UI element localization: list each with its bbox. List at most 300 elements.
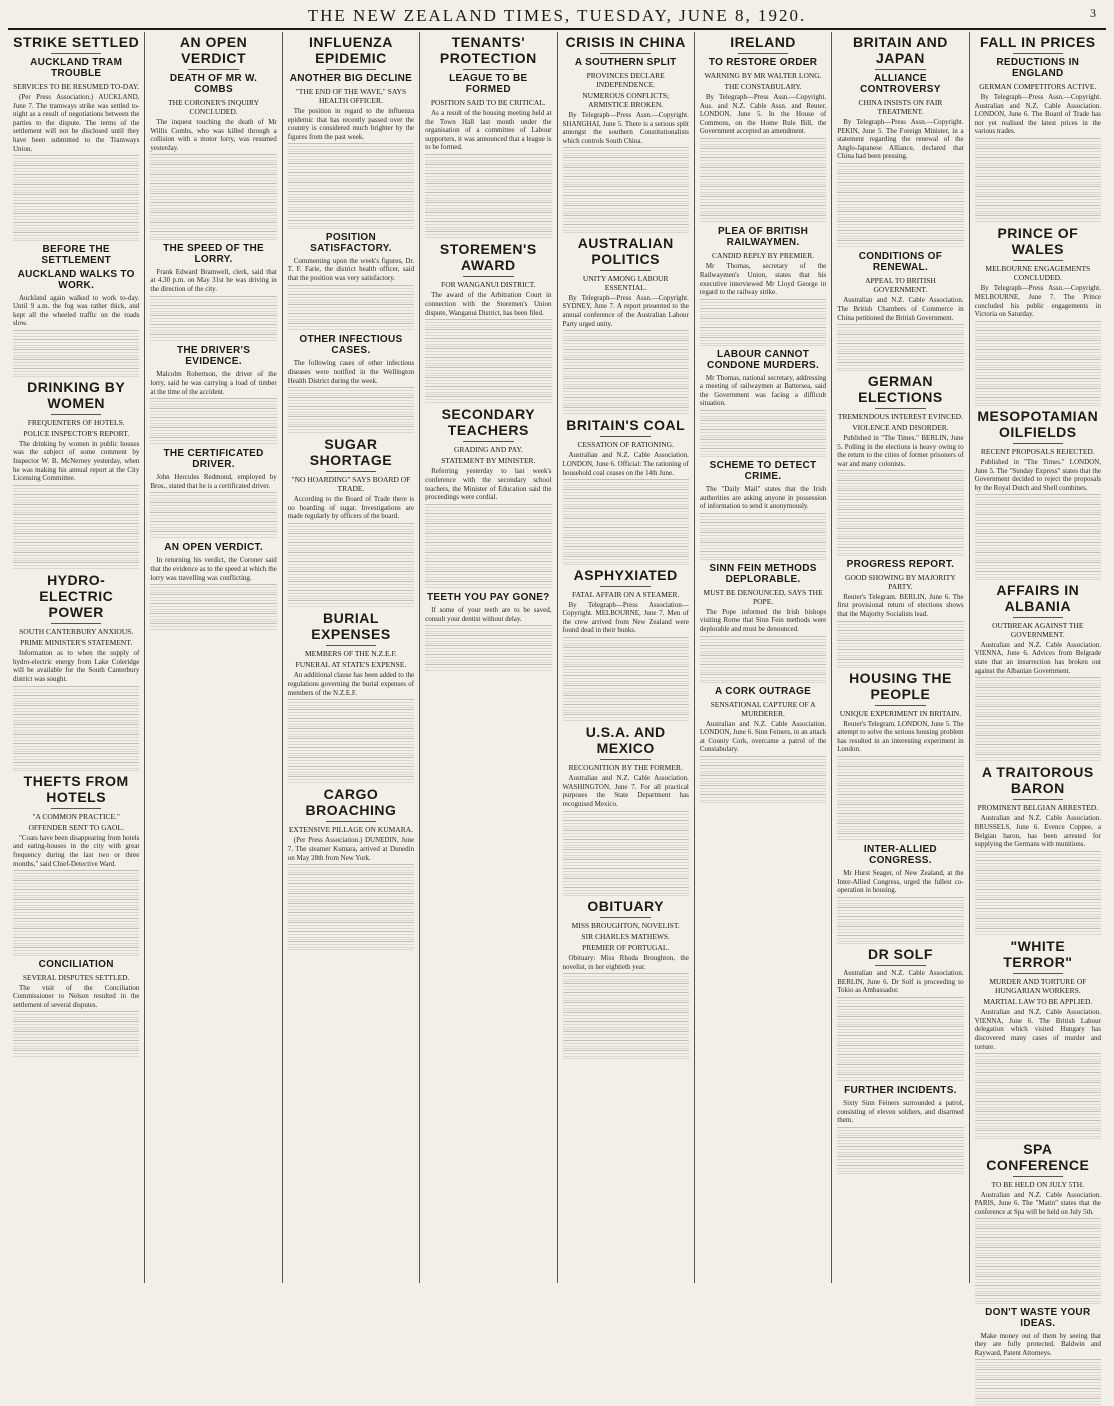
body-text-lines	[13, 368, 139, 377]
article-subhead: REDUCTIONS IN ENGLAND	[996, 57, 1080, 79]
body-text-lines	[150, 584, 276, 593]
body-text-lines	[975, 725, 1101, 734]
article-deck: GERMAN COMPETITORS ACTIVE.	[979, 82, 1097, 91]
body-text-lines	[150, 231, 276, 240]
body-text-lines	[975, 349, 1101, 358]
body-text-lines	[837, 221, 963, 230]
article-paragraph: The following cases of other infectious diseases were notified in the Wellington Health District during the week.	[287, 359, 415, 385]
divider	[875, 965, 926, 966]
body-text-lines	[837, 1137, 963, 1146]
body-text-lines	[288, 182, 414, 191]
body-text-lines	[975, 1130, 1101, 1139]
body-text-lines	[837, 538, 963, 547]
body-text-lines	[425, 396, 551, 405]
body-text-lines	[837, 509, 963, 518]
article-deck: CHINA INSISTS ON FAIR TREATMENT.	[858, 98, 943, 116]
body-text-lines	[837, 547, 963, 556]
body-text-lines	[975, 716, 1101, 725]
article-paragraph: (Per Press Association.) DUNEDIN, June 7. The steamer Kumara, arrived at Dunedin on May 28th from New York.	[287, 836, 415, 862]
body-text-lines	[975, 1092, 1101, 1101]
article-paragraph: Australian and N.Z. Cable Association. WASHINGTON, June 7. For all practical purposes the State Department has recognised Mexico.	[562, 774, 689, 809]
column-4	[420, 32, 557, 1283]
body-text-lines	[288, 590, 414, 599]
body-text-lines	[975, 388, 1101, 397]
divider	[1013, 53, 1064, 54]
body-text-lines	[563, 349, 689, 358]
article-subhead: THE SPEED OF THE LORRY.	[163, 242, 265, 265]
body-text-lines	[563, 1012, 689, 1021]
body-text-lines	[975, 899, 1101, 908]
divider	[875, 408, 926, 409]
body-text-lines	[563, 215, 689, 224]
article-headline: INFLUENZA EPIDEMIC	[309, 34, 393, 66]
body-text-lines	[13, 937, 139, 946]
article-paragraph: The drinking by women in public houses was the subject of some comment by Inspector W. B. McNerney yesterday, when he was making his annual report at the City Licensing Committee.	[13, 439, 140, 483]
masthead	[8, 6, 1106, 30]
article-subhead: THE DRIVER'S EVIDENCE.	[176, 345, 251, 368]
article-deck: THE CONSTABULARY.	[724, 82, 802, 91]
article	[837, 34, 963, 248]
body-text-lines	[837, 997, 963, 1006]
body-text-lines	[563, 666, 689, 675]
body-text-lines	[975, 148, 1101, 157]
body-text-lines	[975, 1276, 1101, 1285]
body-text-lines	[288, 699, 414, 708]
body-text-lines	[150, 398, 276, 407]
body-text-lines	[425, 202, 551, 211]
body-text-lines	[700, 186, 826, 195]
article	[975, 34, 1101, 223]
body-text-lines	[150, 305, 276, 314]
body-text-lines	[563, 868, 689, 877]
article-headline: AN OPEN VERDICT	[179, 34, 248, 66]
divider	[326, 471, 377, 472]
article-deck: "NO HOARDING" SAYS BOARD OF TRADE.	[291, 475, 411, 494]
body-text-lines	[563, 498, 689, 507]
body-text-lines	[975, 1295, 1101, 1304]
divider	[600, 586, 651, 587]
body-text-lines	[975, 870, 1101, 879]
body-text-lines	[700, 205, 826, 214]
column-8	[970, 32, 1106, 1357]
article-subhead: CONDITIONS OF RENEWAL.	[858, 251, 943, 274]
body-text-lines	[975, 735, 1101, 744]
article	[700, 349, 826, 457]
body-text-lines	[837, 470, 963, 479]
body-text-lines	[837, 1026, 963, 1035]
body-text-lines	[13, 232, 139, 241]
article-subhead: SCHEME TO DETECT CRIME.	[709, 460, 817, 482]
body-text-lines	[837, 182, 963, 191]
body-text-lines	[975, 186, 1101, 195]
article-paragraph: Commenting upon the week's figures, Dr. T. F. Farie, the district health officer, said that the position was very satisfactory.	[287, 256, 415, 282]
body-text-lines	[563, 839, 689, 848]
body-text-lines	[425, 386, 551, 395]
body-text-lines	[837, 1035, 963, 1044]
body-text-lines	[288, 941, 414, 950]
article-headline: DR SOLF	[867, 946, 933, 962]
article-deck: APPEAL TO BRITISH GOVERNMENT.	[865, 276, 936, 295]
body-text-lines	[837, 649, 963, 658]
article-headline: GERMAN ELECTIONS	[858, 373, 943, 406]
body-text-lines	[288, 561, 414, 570]
body-text-lines	[425, 533, 551, 542]
body-text-lines	[425, 513, 551, 522]
article-subhead: INTER-ALLIED CONGRESS.	[863, 844, 937, 867]
body-text-lines	[425, 329, 551, 338]
body-text-lines	[425, 625, 551, 634]
body-text-lines	[288, 757, 414, 766]
body-text-lines	[563, 195, 689, 204]
body-text-lines	[13, 203, 139, 212]
body-text-lines	[13, 174, 139, 183]
body-text-lines	[288, 533, 414, 542]
body-text-lines	[288, 201, 414, 210]
body-text-lines	[837, 324, 963, 333]
article-paragraph: Australian and N.Z. Cable Association. LONDON, June 6. Official: The rationing of household coal ceases on the 14th June.	[562, 451, 689, 477]
body-text-lines	[975, 359, 1101, 368]
article-subhead: PROGRESS REPORT.	[846, 558, 955, 570]
body-text-lines	[837, 1054, 963, 1063]
body-text-lines	[288, 294, 414, 303]
article-deck: FUNERAL AT STATE'S EXPENSE.	[295, 660, 407, 670]
body-text-lines	[288, 571, 414, 580]
body-text-lines	[700, 655, 826, 664]
article	[288, 786, 414, 949]
article-deck: PREMIER OF PORTUGAL.	[582, 943, 670, 952]
divider	[600, 759, 651, 760]
body-text-lines	[425, 581, 551, 590]
body-text-lines	[975, 215, 1101, 224]
body-text-lines	[150, 502, 276, 511]
body-text-lines	[975, 860, 1101, 869]
body-text-lines	[975, 562, 1101, 571]
body-text-lines	[150, 164, 276, 173]
body-text-lines	[837, 240, 963, 249]
body-text-lines	[975, 369, 1101, 378]
article-deck: THE CORONER'S INQUIRY CONCLUDED.	[168, 98, 260, 116]
article-subhead: OTHER INFECTIOUS CASES.	[299, 334, 403, 357]
article-paragraph: Australian and N.Z. Cable Association. VIENNA, June 6. Advices from Belgrade state that an insurrection has broken out against the Albanian Government.	[974, 640, 1101, 675]
body-text-lines	[150, 408, 276, 417]
body-text-lines	[563, 830, 689, 839]
article-paragraph: According to the Board of Trade there is no hoarding of sugar. Investigations are made regularly by officers of the board.	[287, 495, 415, 521]
article-paragraph: (Per Press Association.) AUCKLAND, June 7. The tramways strike was settled to-night as a result of negotiations between the parties to the dispute. The terms of the settlement will not be disclosed until they have been submitted to the Tramways Union.	[13, 93, 140, 153]
body-text-lines	[13, 928, 139, 937]
body-text-lines	[425, 377, 551, 386]
body-text-lines	[288, 776, 414, 785]
divider	[463, 69, 514, 70]
divider	[1013, 617, 1064, 618]
body-text-lines	[700, 308, 826, 317]
body-text-lines	[150, 212, 276, 221]
body-text-lines	[975, 1218, 1101, 1227]
body-text-lines	[288, 304, 414, 313]
body-text-lines	[975, 744, 1101, 753]
article-headline: STOREMEN'S AWARD	[439, 241, 537, 274]
article-paragraph: Auckland again walked to work to-day. Until 9 a.m. the fog was rather thick, and kept all the wheeled traffic on the roads slow.	[13, 293, 140, 328]
body-text-lines	[13, 686, 139, 695]
body-text-lines	[975, 205, 1101, 214]
divider	[463, 276, 514, 277]
divider	[875, 69, 926, 70]
article-subhead: THE CERTIFICATED DRIVER.	[163, 448, 264, 471]
article	[837, 946, 963, 1082]
body-text-lines	[837, 1006, 963, 1015]
article-subhead: FURTHER INCIDENTS.	[844, 1085, 957, 1097]
body-text-lines	[700, 645, 826, 654]
article-paragraph: The Pope informed the Irish bishops visiting Rome that Sinn Fein methods were deplorable and must be denounced.	[699, 607, 827, 633]
divider	[600, 270, 651, 271]
body-text-lines	[13, 542, 139, 551]
article-headline: PRINCE OF WALES	[997, 225, 1079, 258]
body-text-lines	[975, 533, 1101, 542]
body-text-lines	[563, 330, 689, 339]
body-text-lines	[563, 675, 689, 684]
body-text-lines	[975, 321, 1101, 330]
body-text-lines	[150, 315, 276, 324]
article-deck: POLICE INSPECTOR'S REPORT.	[23, 428, 130, 438]
body-text-lines	[425, 164, 551, 173]
article-headline: SUGAR SHORTAGE	[309, 436, 393, 469]
article	[288, 610, 414, 784]
body-text-lines	[150, 324, 276, 333]
article-deck: SERVICES TO BE RESUMED TO-DAY.	[13, 82, 140, 91]
article-subhead: A CORK OUTRAGE	[715, 685, 812, 697]
body-text-lines	[837, 1146, 963, 1155]
body-text-lines	[975, 542, 1101, 551]
article-deck: TO BE HELD ON JULY 5TH.	[991, 1179, 1085, 1189]
article	[837, 844, 963, 944]
article	[700, 226, 826, 345]
article-headline: DRINKING BY WOMEN	[27, 378, 126, 411]
body-text-lines	[288, 387, 414, 396]
body-text-lines	[563, 537, 689, 546]
article-deck: PROMINENT BELGIAN ARRESTED.	[977, 803, 1099, 813]
body-text-lines	[837, 897, 963, 906]
body-text-lines	[975, 167, 1101, 176]
body-text-lines	[700, 196, 826, 205]
body-text-lines	[700, 794, 826, 803]
body-text-lines	[563, 176, 689, 185]
divider	[875, 705, 926, 706]
body-text-lines	[975, 1063, 1101, 1072]
body-text-lines	[13, 947, 139, 956]
body-text-lines	[700, 337, 826, 346]
article	[563, 34, 689, 233]
article-headline: MESOPOTAMIAN OILFIELDS	[977, 408, 1099, 441]
body-text-lines	[837, 926, 963, 935]
body-text-lines	[837, 173, 963, 182]
article-headline: SECONDARY TEACHERS	[441, 406, 536, 439]
article	[975, 1141, 1101, 1304]
article-deck: POSITION SAID TO BE CRITICAL.	[430, 98, 546, 107]
body-text-lines	[13, 349, 139, 358]
body-text-lines	[700, 664, 826, 673]
body-text-lines	[700, 636, 826, 645]
body-text-lines	[425, 654, 551, 663]
body-text-lines	[975, 397, 1101, 406]
body-text-lines	[150, 512, 276, 521]
body-text-lines	[288, 893, 414, 902]
body-text-lines	[563, 340, 689, 349]
body-text-lines	[288, 709, 414, 718]
article-deck: MURDER AND TORTURE OF HUNGARIAN WORKERS.	[989, 977, 1087, 996]
body-text-lines	[563, 546, 689, 555]
article	[13, 34, 139, 241]
article-deck: STATEMENT BY MINISTER.	[441, 456, 536, 466]
article-headline: OBITUARY	[587, 898, 664, 914]
body-text-lines	[563, 359, 689, 368]
body-text-lines	[288, 864, 414, 873]
body-text-lines	[563, 518, 689, 527]
body-text-lines	[837, 1074, 963, 1083]
body-text-lines	[700, 429, 826, 438]
article	[975, 225, 1101, 406]
article-deck: VIOLENCE AND DISORDER.	[852, 423, 949, 433]
body-text-lines	[150, 492, 276, 501]
column-2	[145, 32, 282, 1283]
article-deck: CANDID REPLY BY PREMIER.	[712, 251, 815, 261]
body-text-lines	[288, 211, 414, 220]
column-7	[832, 32, 969, 1283]
body-text-lines	[425, 221, 551, 230]
body-text-lines	[837, 916, 963, 925]
body-text-lines	[563, 849, 689, 858]
article	[563, 724, 689, 896]
body-text-lines	[700, 148, 826, 157]
body-text-lines	[288, 766, 414, 775]
article	[975, 582, 1101, 763]
body-text-lines	[13, 504, 139, 513]
body-text-lines	[563, 397, 689, 406]
article-paragraph: Australian and N.Z. Cable Association. VIENNA, June 6. The British Labour delegation which visited Hungary has discovered many cases of murder and torture.	[974, 1008, 1101, 1051]
article	[150, 34, 276, 240]
body-text-lines	[700, 410, 826, 419]
body-text-lines	[563, 1040, 689, 1049]
body-text-lines	[975, 1247, 1101, 1256]
body-text-lines	[837, 230, 963, 239]
body-text-lines	[975, 1101, 1101, 1110]
body-text-lines	[288, 718, 414, 727]
body-text-lines	[288, 903, 414, 912]
body-text-lines	[13, 1040, 139, 1049]
body-text-lines	[288, 581, 414, 590]
article-paragraph: Reuter's Telegram. LONDON, June 5. The attempt to solve the serious housing problem has resulted in an interesting experiment in London.	[837, 719, 964, 754]
article	[563, 417, 689, 564]
body-text-lines	[425, 504, 551, 513]
body-text-lines	[700, 318, 826, 327]
body-text-lines	[13, 1031, 139, 1040]
article-deck: TREMENDOUS INTEREST EVINCED.	[837, 412, 963, 422]
body-text-lines	[150, 594, 276, 603]
body-text-lines	[563, 224, 689, 233]
body-text-lines	[288, 426, 414, 435]
body-text-lines	[975, 1237, 1101, 1246]
body-text-lines	[13, 695, 139, 704]
body-text-lines	[700, 327, 826, 336]
body-text-lines	[13, 222, 139, 231]
article-deck: UNIQUE EXPERIMENT IN BRITAIN.	[839, 708, 962, 718]
body-text-lines	[425, 192, 551, 201]
body-text-lines	[700, 448, 826, 457]
article-paragraph: Australian and N.Z. Cable Association. BERLIN, June 6. Dr Solf is proceeding to Tokio as Ambassador.	[837, 969, 964, 995]
body-text-lines	[563, 878, 689, 887]
body-text-lines	[975, 340, 1101, 349]
article-deck: MISS BROUGHTON, NOVELIST.	[571, 921, 680, 930]
body-text-lines	[563, 489, 689, 498]
article	[975, 938, 1101, 1138]
article-paragraph: The position in regard to the influenza epidemic that has recently passed over the country is considered much brighter by the figures from the past week.	[287, 107, 415, 141]
article-headline: A TRAITOROUS BARON	[981, 764, 1094, 797]
body-text-lines	[563, 1021, 689, 1030]
body-text-lines	[975, 1120, 1101, 1129]
divider	[1013, 260, 1064, 261]
body-text-lines	[837, 766, 963, 775]
body-text-lines	[13, 184, 139, 193]
article-subhead: AUCKLAND TRAM TROUBLE	[30, 57, 123, 79]
body-text-lines	[563, 368, 689, 377]
body-text-lines	[13, 485, 139, 494]
article	[700, 34, 826, 223]
divider	[463, 441, 514, 442]
article-paragraph: Information as to when the supply of hydro-electric energy from Lake Coleridge will be available for the South Canterbury district was sought.	[13, 649, 140, 683]
article	[700, 460, 826, 560]
body-text-lines	[288, 922, 414, 931]
body-text-lines	[975, 1111, 1101, 1120]
article-headline: HOUSING THE PEOPLE	[849, 669, 952, 702]
body-text-lines	[837, 621, 963, 630]
body-text-lines	[13, 889, 139, 898]
article-paragraph: Mr Thomas, secretary of the Railwaymen's Union, states that his executive interviewed Mr Lloyd George in regard to the railway strike.	[699, 262, 827, 297]
body-text-lines	[288, 191, 414, 200]
body-text-lines	[975, 176, 1101, 185]
body-text-lines	[975, 851, 1101, 860]
body-text-lines	[563, 186, 689, 195]
article	[13, 959, 139, 1059]
body-text-lines	[13, 1021, 139, 1030]
body-text-lines	[425, 367, 551, 376]
article-headline: TENANTS' PROTECTION	[439, 34, 537, 66]
body-text-lines	[288, 883, 414, 892]
body-text-lines	[975, 552, 1101, 561]
article-headline: STRIKE SETTLED	[13, 34, 140, 50]
article-subhead: PLEA OF BRITISH RAILWAYMEN.	[717, 226, 809, 249]
article-subhead: POSITION SATISFACTORY.	[310, 231, 392, 254]
body-text-lines	[700, 775, 826, 784]
body-text-lines	[288, 728, 414, 737]
article-deck: NUMEROUS CONFLICTS; ARMISTICE BROKEN.	[582, 91, 670, 109]
article-headline: U.S.A. AND MEXICO	[585, 724, 666, 757]
article-deck: MUST BE DENOUNCED, SAYS THE POPE.	[703, 587, 823, 606]
article-subhead: AUCKLAND WALKS TO WORK.	[17, 268, 135, 291]
body-text-lines	[563, 714, 689, 723]
body-text-lines	[563, 637, 689, 646]
article-subhead: TO RESTORE ORDER	[708, 57, 818, 68]
body-text-lines	[975, 696, 1101, 705]
masthead-title: THE NEW ZEALAND TIMES, TUESDAY, JUNE 8, 1920.	[307, 6, 807, 25]
article-paragraph: Australian and N.Z. Cable Association. BRUSSELS, June 6. Evence Coppee, a Belgian baron, has been arrested for supplying the Germans with munitions.	[974, 814, 1101, 849]
body-text-lines	[837, 163, 963, 172]
body-text-lines	[288, 397, 414, 406]
body-text-lines	[975, 1257, 1101, 1266]
body-text-lines	[837, 1045, 963, 1054]
body-text-lines	[975, 1266, 1101, 1275]
body-text-lines	[837, 640, 963, 649]
body-text-lines	[975, 1228, 1101, 1237]
body-text-lines	[837, 528, 963, 537]
body-text-lines	[150, 183, 276, 192]
